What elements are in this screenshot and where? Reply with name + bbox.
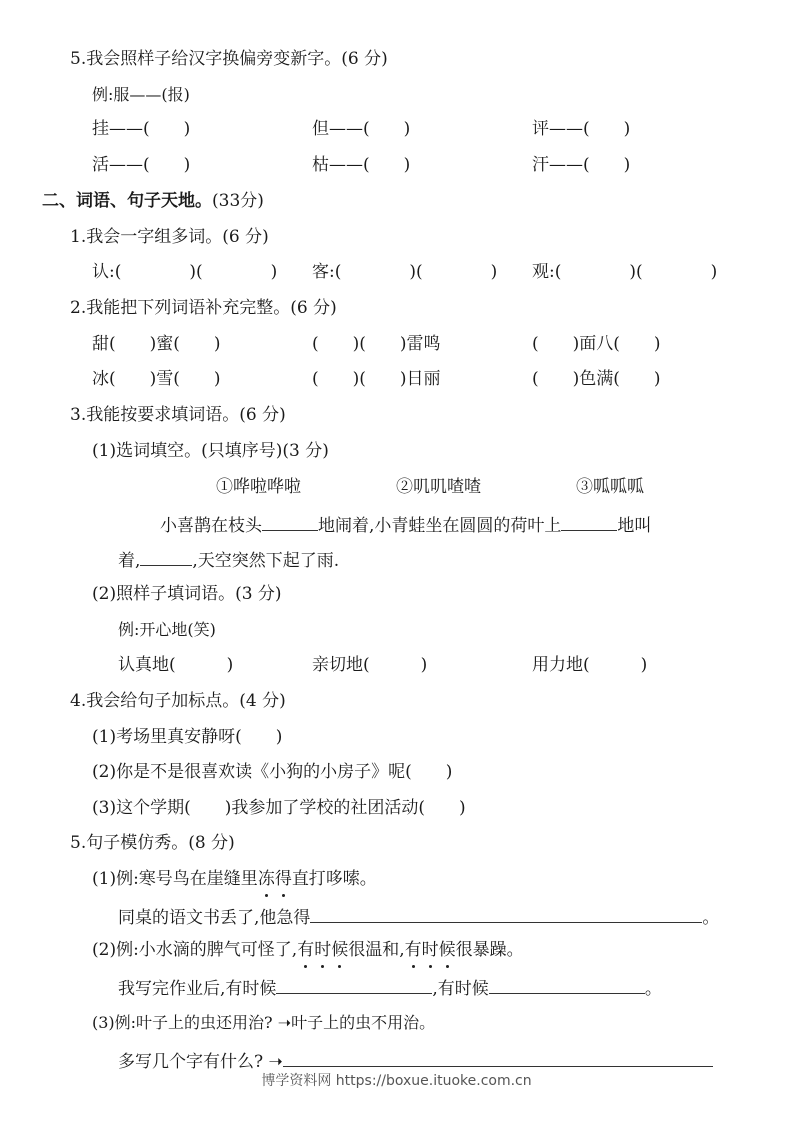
example-sentence-3: (3)例:叶子上的虫还用治? ➝叶子上的虫不用治。 xyxy=(92,1013,436,1032)
option-3: ③呱呱呱 xyxy=(576,477,644,497)
emphasis-dot-char: 有 xyxy=(404,940,422,960)
idiom-item[interactable]: 冰( )雪( ) xyxy=(92,369,221,389)
section-score: (33分) xyxy=(212,191,264,211)
sentence-text: 着, xyxy=(118,551,141,571)
emphasis-dot-char: 时 xyxy=(314,940,332,960)
answer-blank[interactable] xyxy=(310,904,702,923)
sentence-text: 小喜鹊在枝头 xyxy=(160,516,262,536)
radical-item[interactable]: 活——( ) xyxy=(92,155,191,175)
adverb-item[interactable]: 亲切地( ) xyxy=(312,655,428,675)
emphasis-dot-char: 得 xyxy=(274,869,292,889)
answer-blank[interactable] xyxy=(283,1048,713,1067)
idiom-item[interactable]: 甜( )蜜( ) xyxy=(92,334,221,354)
answer-blank[interactable] xyxy=(276,975,432,994)
radical-item[interactable]: 汗——( ) xyxy=(532,155,631,175)
answer-blank[interactable] xyxy=(489,975,645,994)
question-title: 5.我会照样子给汉字换偏旁变新字。(6 分) xyxy=(70,49,388,69)
sentence-text: 地叫 xyxy=(617,516,652,536)
question-title: 2.我能把下列词语补充完整。(6 分) xyxy=(70,298,337,318)
period: 。 xyxy=(644,979,662,999)
imitation-line-1 xyxy=(118,904,719,929)
fill-blank[interactable] xyxy=(140,547,192,566)
option-1: ①哗啦哗啦 xyxy=(216,477,301,497)
fill-sentence-line1 xyxy=(160,512,651,537)
idiom-item[interactable]: ( )面八( ) xyxy=(532,334,661,354)
section-heading xyxy=(42,190,264,212)
example-text: 很温和, xyxy=(348,940,405,960)
watermark: 博学资料网 https://boxue.ituoke.com.cn xyxy=(261,1073,532,1089)
fill-blank[interactable] xyxy=(561,512,617,531)
example-sentence-2 xyxy=(92,939,524,961)
fill-sentence-line2 xyxy=(118,547,339,572)
radical-item[interactable]: 挂——( ) xyxy=(92,119,191,139)
imitation-line-2 xyxy=(118,975,662,1000)
emphasis-dot-char: 时 xyxy=(421,940,439,960)
question-title: 4.我会给句子加标点。(4 分) xyxy=(70,691,286,711)
punctuation-item[interactable]: (2)你是不是很喜欢读《小狗的小房子》呢( ) xyxy=(92,762,453,782)
punctuation-item[interactable]: (1)考场里真安静呀( ) xyxy=(92,727,283,747)
question-title: 5.句子模仿秀。(8 分) xyxy=(70,833,235,853)
prompt-text: 多写几个字有什么? ➝ xyxy=(118,1052,283,1072)
example-sentence-1 xyxy=(92,868,377,890)
question-title: 3.我能按要求填词语。(6 分) xyxy=(70,405,286,425)
idiom-item[interactable]: ( )色满( ) xyxy=(532,369,661,389)
word-group-item[interactable]: 客:( )( ) xyxy=(312,262,498,282)
example-text: 很暴躁。 xyxy=(455,940,524,960)
example-text: 例:开心地(笑) xyxy=(118,620,216,639)
sentence-text: ,天空突然下起了雨. xyxy=(192,551,340,571)
idiom-item[interactable]: ( )( )日丽 xyxy=(312,369,441,389)
emphasis-dot-char: 候 xyxy=(331,940,349,960)
fill-blank[interactable] xyxy=(262,512,318,531)
radical-item[interactable]: 评——( ) xyxy=(532,119,631,139)
emphasis-dot-char: 候 xyxy=(438,940,456,960)
emphasis-dot-char: 有 xyxy=(297,940,315,960)
prompt-text: 同桌的语文书丢了,他急得 xyxy=(118,908,311,928)
idiom-item[interactable]: ( )( )雷鸣 xyxy=(312,334,441,354)
example-text: (2)例:小水滴的脾气可怪了, xyxy=(92,940,298,960)
section-title: 二、词语、句子天地。 xyxy=(42,191,212,211)
prompt-text: ,有时候 xyxy=(432,979,489,999)
example-text: 直打哆嗦。 xyxy=(291,869,377,889)
word-group-item[interactable]: 认:( )( ) xyxy=(92,262,278,282)
adverb-item[interactable]: 用力地( ) xyxy=(532,655,648,675)
radical-item[interactable]: 但——( ) xyxy=(312,119,411,139)
question-title: 1.我会一字组多词。(6 分) xyxy=(70,227,269,247)
adverb-item[interactable]: 认真地( ) xyxy=(118,655,234,675)
word-group-item[interactable]: 观:( )( ) xyxy=(532,262,718,282)
subquestion-title: (1)选词填空。(只填序号)(3 分) xyxy=(92,441,329,461)
sentence-text: 地闹着,小青蛙坐在圆圆的荷叶上 xyxy=(318,516,562,536)
example-text: (1)例:寒号鸟在崖缝里 xyxy=(92,869,258,889)
radical-item[interactable]: 枯——( ) xyxy=(312,155,411,175)
punctuation-item[interactable]: (3)这个学期( )我参加了学校的社团活动( ) xyxy=(92,798,466,818)
option-2: ②叽叽喳喳 xyxy=(396,477,481,497)
example-text: 例:服——(报) xyxy=(92,85,190,104)
emphasis-dot-char: 冻 xyxy=(257,869,275,889)
subquestion-title: (2)照样子填词语。(3 分) xyxy=(92,584,282,604)
prompt-text: 我写完作业后,有时候 xyxy=(118,979,277,999)
period: 。 xyxy=(702,908,720,928)
